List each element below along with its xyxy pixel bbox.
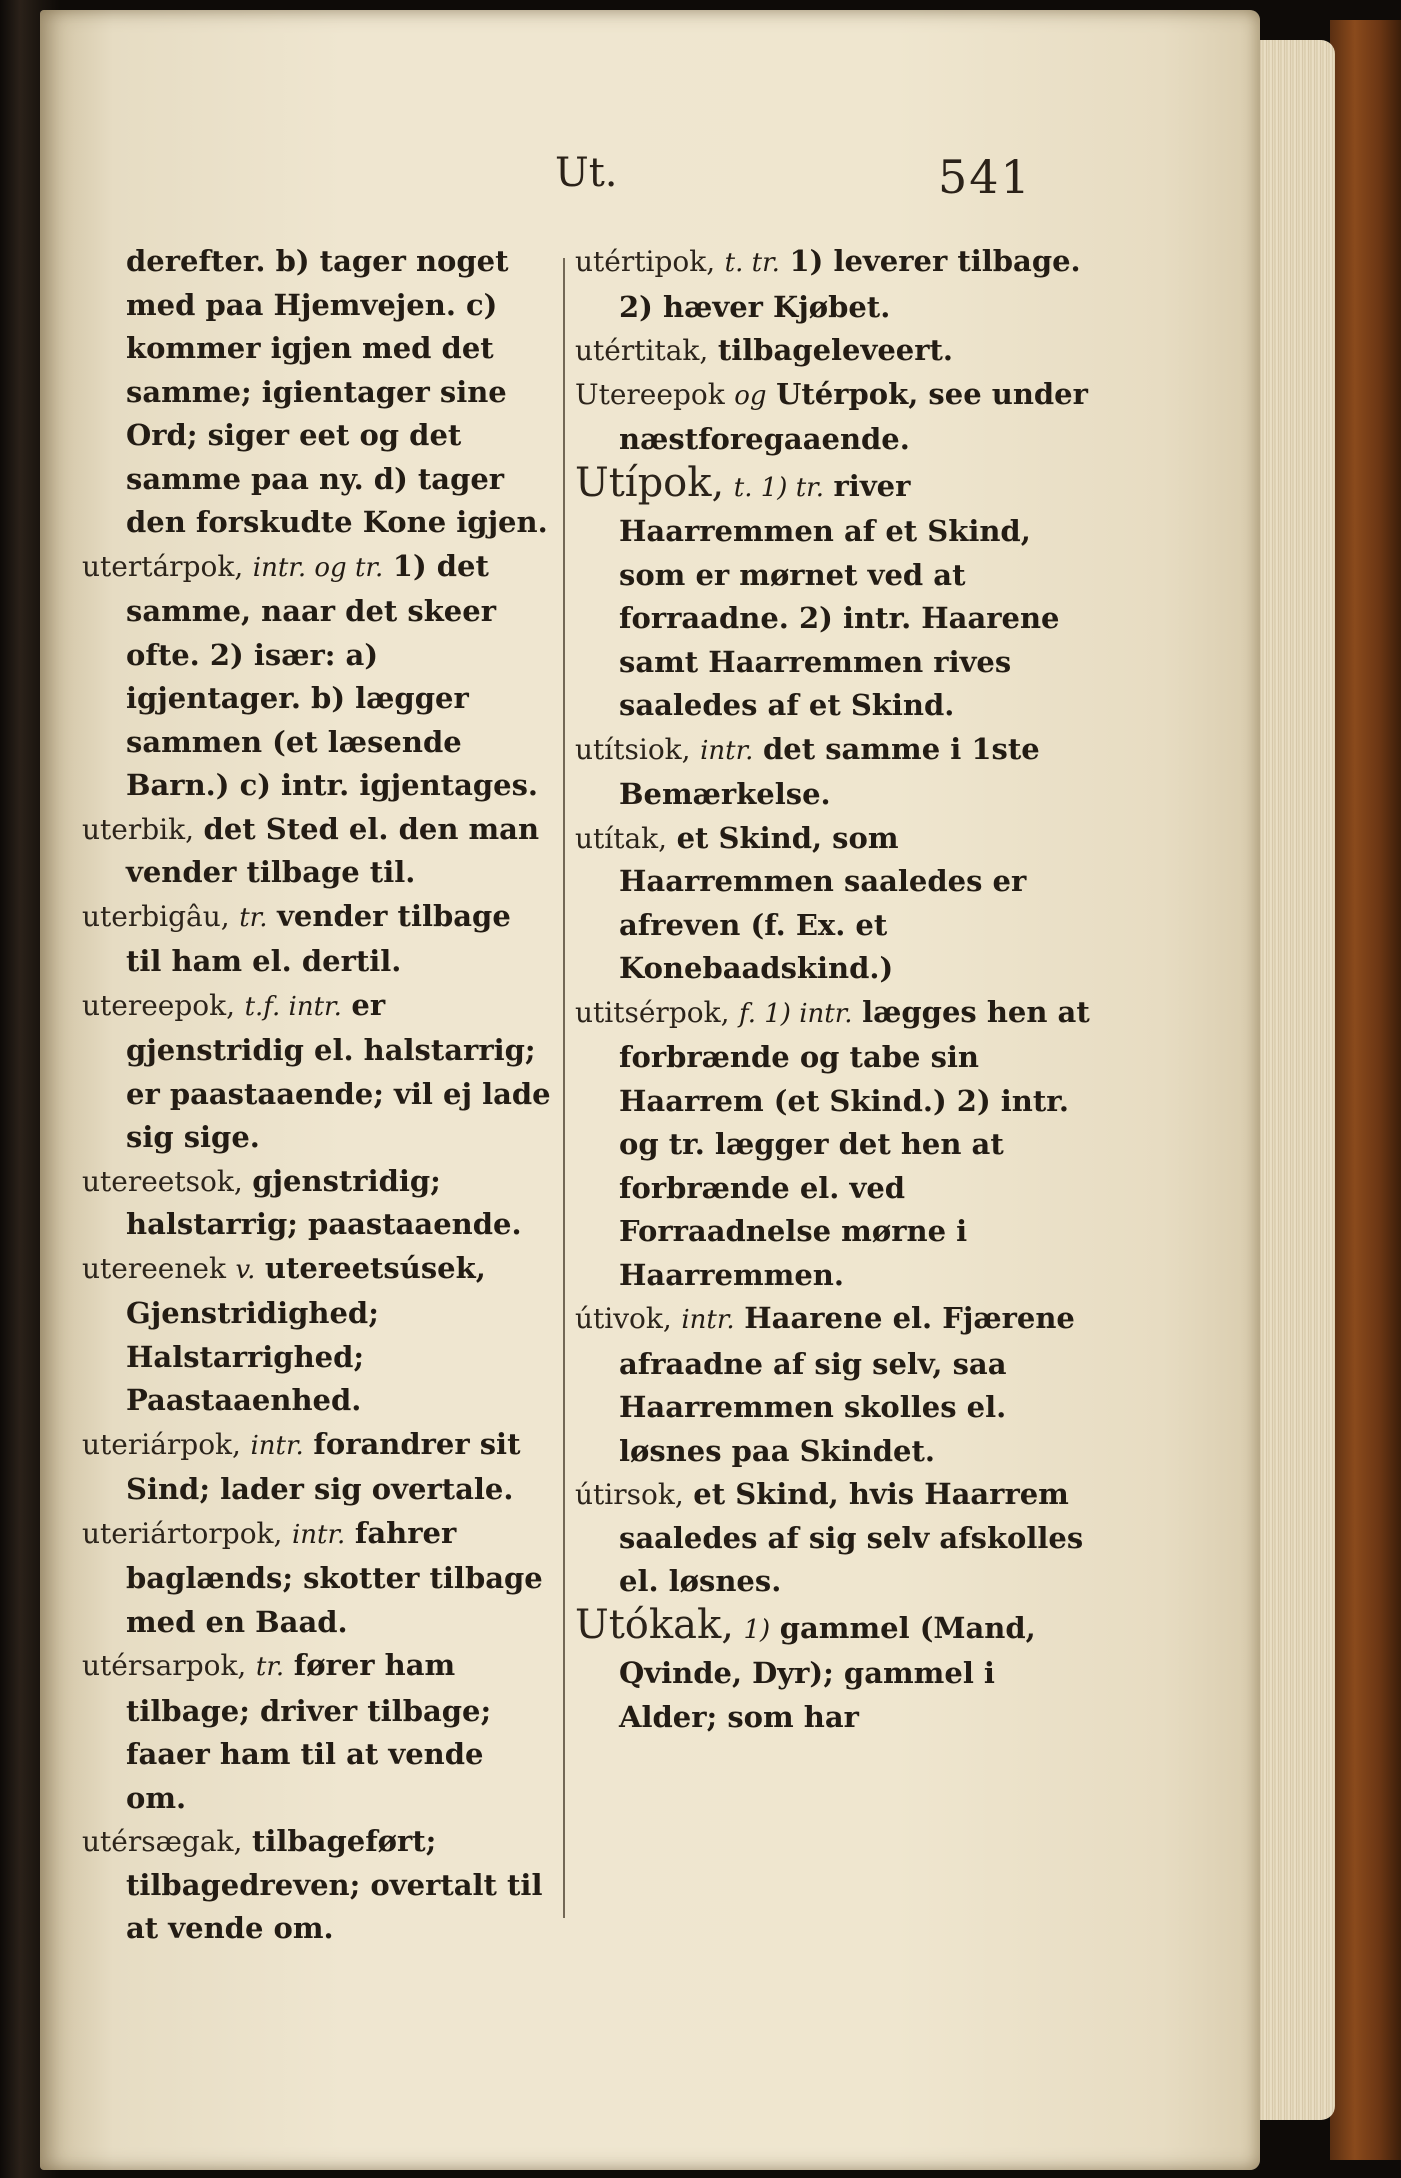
entry-definition: river Haarremmen af et Skind, som er mørnet ved at forraadne. 2) intr. Haarene samt Haarremmen rives saaledes af et Skind.	[619, 468, 1060, 722]
entry-grammar: intr.	[681, 1305, 735, 1335]
page-number: 541	[938, 150, 1032, 204]
entry-headword: utereetsok,	[82, 1164, 243, 1198]
entry-definition: det Sted el. den man vender tilbage til.	[126, 811, 540, 889]
entry-definition: et Skind, som Haarremmen saaledes er afreven (f. Ex. et Konebaadskind.)	[619, 820, 1027, 985]
entry-grammar: intr. og tr.	[252, 552, 384, 583]
entry-definition: 1) leverer tilbage. 2) hæver Kjøbet.	[619, 244, 1081, 324]
entry-headword: utítsiok,	[575, 732, 691, 766]
dictionary-entry	[575, 1297, 1095, 1473]
entry-headword: Utókak,	[575, 1601, 734, 1648]
entry-definition: Haarene el. Fjærene afraadne af sig selv, saa Haarremmen skolles el. løsnes paa Skindet.	[619, 1301, 1075, 1468]
dictionary-entry	[82, 1512, 552, 1645]
dictionary-entry	[82, 240, 552, 545]
entry-grammar: t. 1) tr.	[733, 472, 824, 503]
dictionary-entry	[575, 991, 1095, 1298]
dictionary-entry	[82, 1820, 552, 1951]
entry-definition: gjenstridig; halstarrig; paastaaende.	[126, 1163, 522, 1241]
entry-headword: utértipok,	[575, 245, 716, 278]
right-column	[575, 240, 1095, 1739]
entry-grammar: og	[734, 380, 767, 411]
entry-definition: er gjenstridig el. halstarrig; er paastaaende; vil ej lade sig sige.	[126, 987, 551, 1154]
entry-definition: tilbageleveert.	[717, 333, 954, 367]
entry-definition: utereetsúsek, Gjenstridighed; Halstarrighed; Paastaaenhed.	[126, 1250, 486, 1417]
dictionary-entry	[82, 984, 552, 1160]
dictionary-entry	[575, 1473, 1095, 1604]
dictionary-entry	[82, 1423, 552, 1512]
entry-headword: utítak,	[575, 821, 668, 855]
entry-grammar: tr.	[239, 902, 268, 933]
dictionary-entry	[82, 895, 552, 984]
entry-definition: vender tilbage til ham el. dertil.	[126, 898, 511, 978]
entry-grammar: intr.	[700, 735, 754, 766]
entry-headword: utereepok,	[82, 988, 236, 1022]
entry-grammar: t. tr.	[724, 248, 780, 278]
entry-grammar: intr.	[291, 1519, 346, 1550]
entry-definition: lægges hen at forbrænde og tabe sin Haarrem (et Skind.) 2) intr. og tr. lægger det hen at forbrænde el. ved Forraadnelse mørne i Haarremmen.	[619, 994, 1090, 1292]
dictionary-entry	[575, 1601, 1095, 1740]
leather-cover-edge	[1330, 20, 1401, 2160]
entry-grammar: v.	[235, 1254, 256, 1285]
entry-headword: Utereepok	[575, 377, 725, 411]
entry-grammar: t.f. intr.	[244, 991, 342, 1022]
entry-headword: uterbik,	[82, 812, 194, 846]
entry-headword: uterbigâu,	[82, 899, 230, 933]
running-head-word: Ut.	[555, 150, 618, 196]
entry-headword: utertárpok,	[82, 549, 244, 583]
dictionary-entry	[575, 728, 1095, 817]
entry-grammar: f. 1) intr.	[739, 998, 853, 1029]
page-block-edge	[1255, 40, 1335, 2120]
dictionary-entry	[575, 373, 1095, 462]
entry-definition: fører ham tilbage; driver tilbage; faaer ham til at vende om.	[126, 1648, 492, 1815]
entry-headword: utérsægak,	[82, 1825, 243, 1858]
entry-definition: tilbageført; tilbagedreven; overtalt til at vende om.	[126, 1824, 543, 1945]
dictionary-entry	[575, 817, 1095, 991]
entry-headword: utitsérpok,	[575, 995, 730, 1029]
entry-headword: utereenek	[82, 1251, 226, 1285]
entry-definition: forandrer sit Sind; lader sig overtale.	[126, 1426, 521, 1506]
entry-grammar: intr.	[250, 1430, 304, 1461]
entry-headword: útivok,	[575, 1302, 672, 1335]
dictionary-entry	[575, 459, 1095, 728]
entry-headword: uteriártorpok,	[82, 1516, 283, 1550]
dictionary-entry	[575, 240, 1095, 329]
entry-headword: uteriárpok,	[82, 1427, 241, 1461]
dictionary-entry	[82, 1160, 552, 1247]
entry-grammar: tr.	[255, 1652, 285, 1682]
entry-definition: fahrer baglænds; skotter tilbage med en Baad.	[126, 1515, 543, 1639]
entry-definition: 1) det samme, naar det skeer ofte. 2) især: a) igjentager. b) lægger sammen (et læsende Barn.) c) intr. igjentages.	[126, 548, 539, 802]
dictionary-entry	[575, 329, 1095, 373]
entry-grammar: 1)	[743, 1614, 771, 1645]
left-column	[82, 240, 552, 1951]
entry-definition: Utérpok, see under næstforegaaende.	[619, 376, 1088, 456]
dictionary-entry	[82, 1247, 552, 1423]
entry-headword: Utípok,	[575, 459, 725, 506]
entry-definition: gammel (Mand, Qvinde, Dyr); gammel i Alder; som har	[619, 1610, 1036, 1734]
entry-definition: et Skind, hvis Haarrem saaledes af sig selv afskolles el. løsnes.	[619, 1477, 1084, 1598]
entry-definition: derefter. b) tager noget med paa Hjemvejen. c) kommer igjen med det samme; igientager sine Ord; siger eet og det samme paa ny. d) tager den forskudte Kone igjen.	[126, 244, 548, 539]
dictionary-entry	[82, 808, 552, 895]
entry-definition: det samme i 1ste Bemærkelse.	[619, 731, 1040, 811]
entry-headword: utérsarpok,	[82, 1649, 247, 1682]
dictionary-entry	[82, 1644, 552, 1820]
entry-headword: útirsok,	[575, 1478, 684, 1511]
entry-headword: utértitak,	[575, 334, 709, 367]
dictionary-entry	[82, 545, 552, 808]
column-divider	[563, 258, 565, 1918]
